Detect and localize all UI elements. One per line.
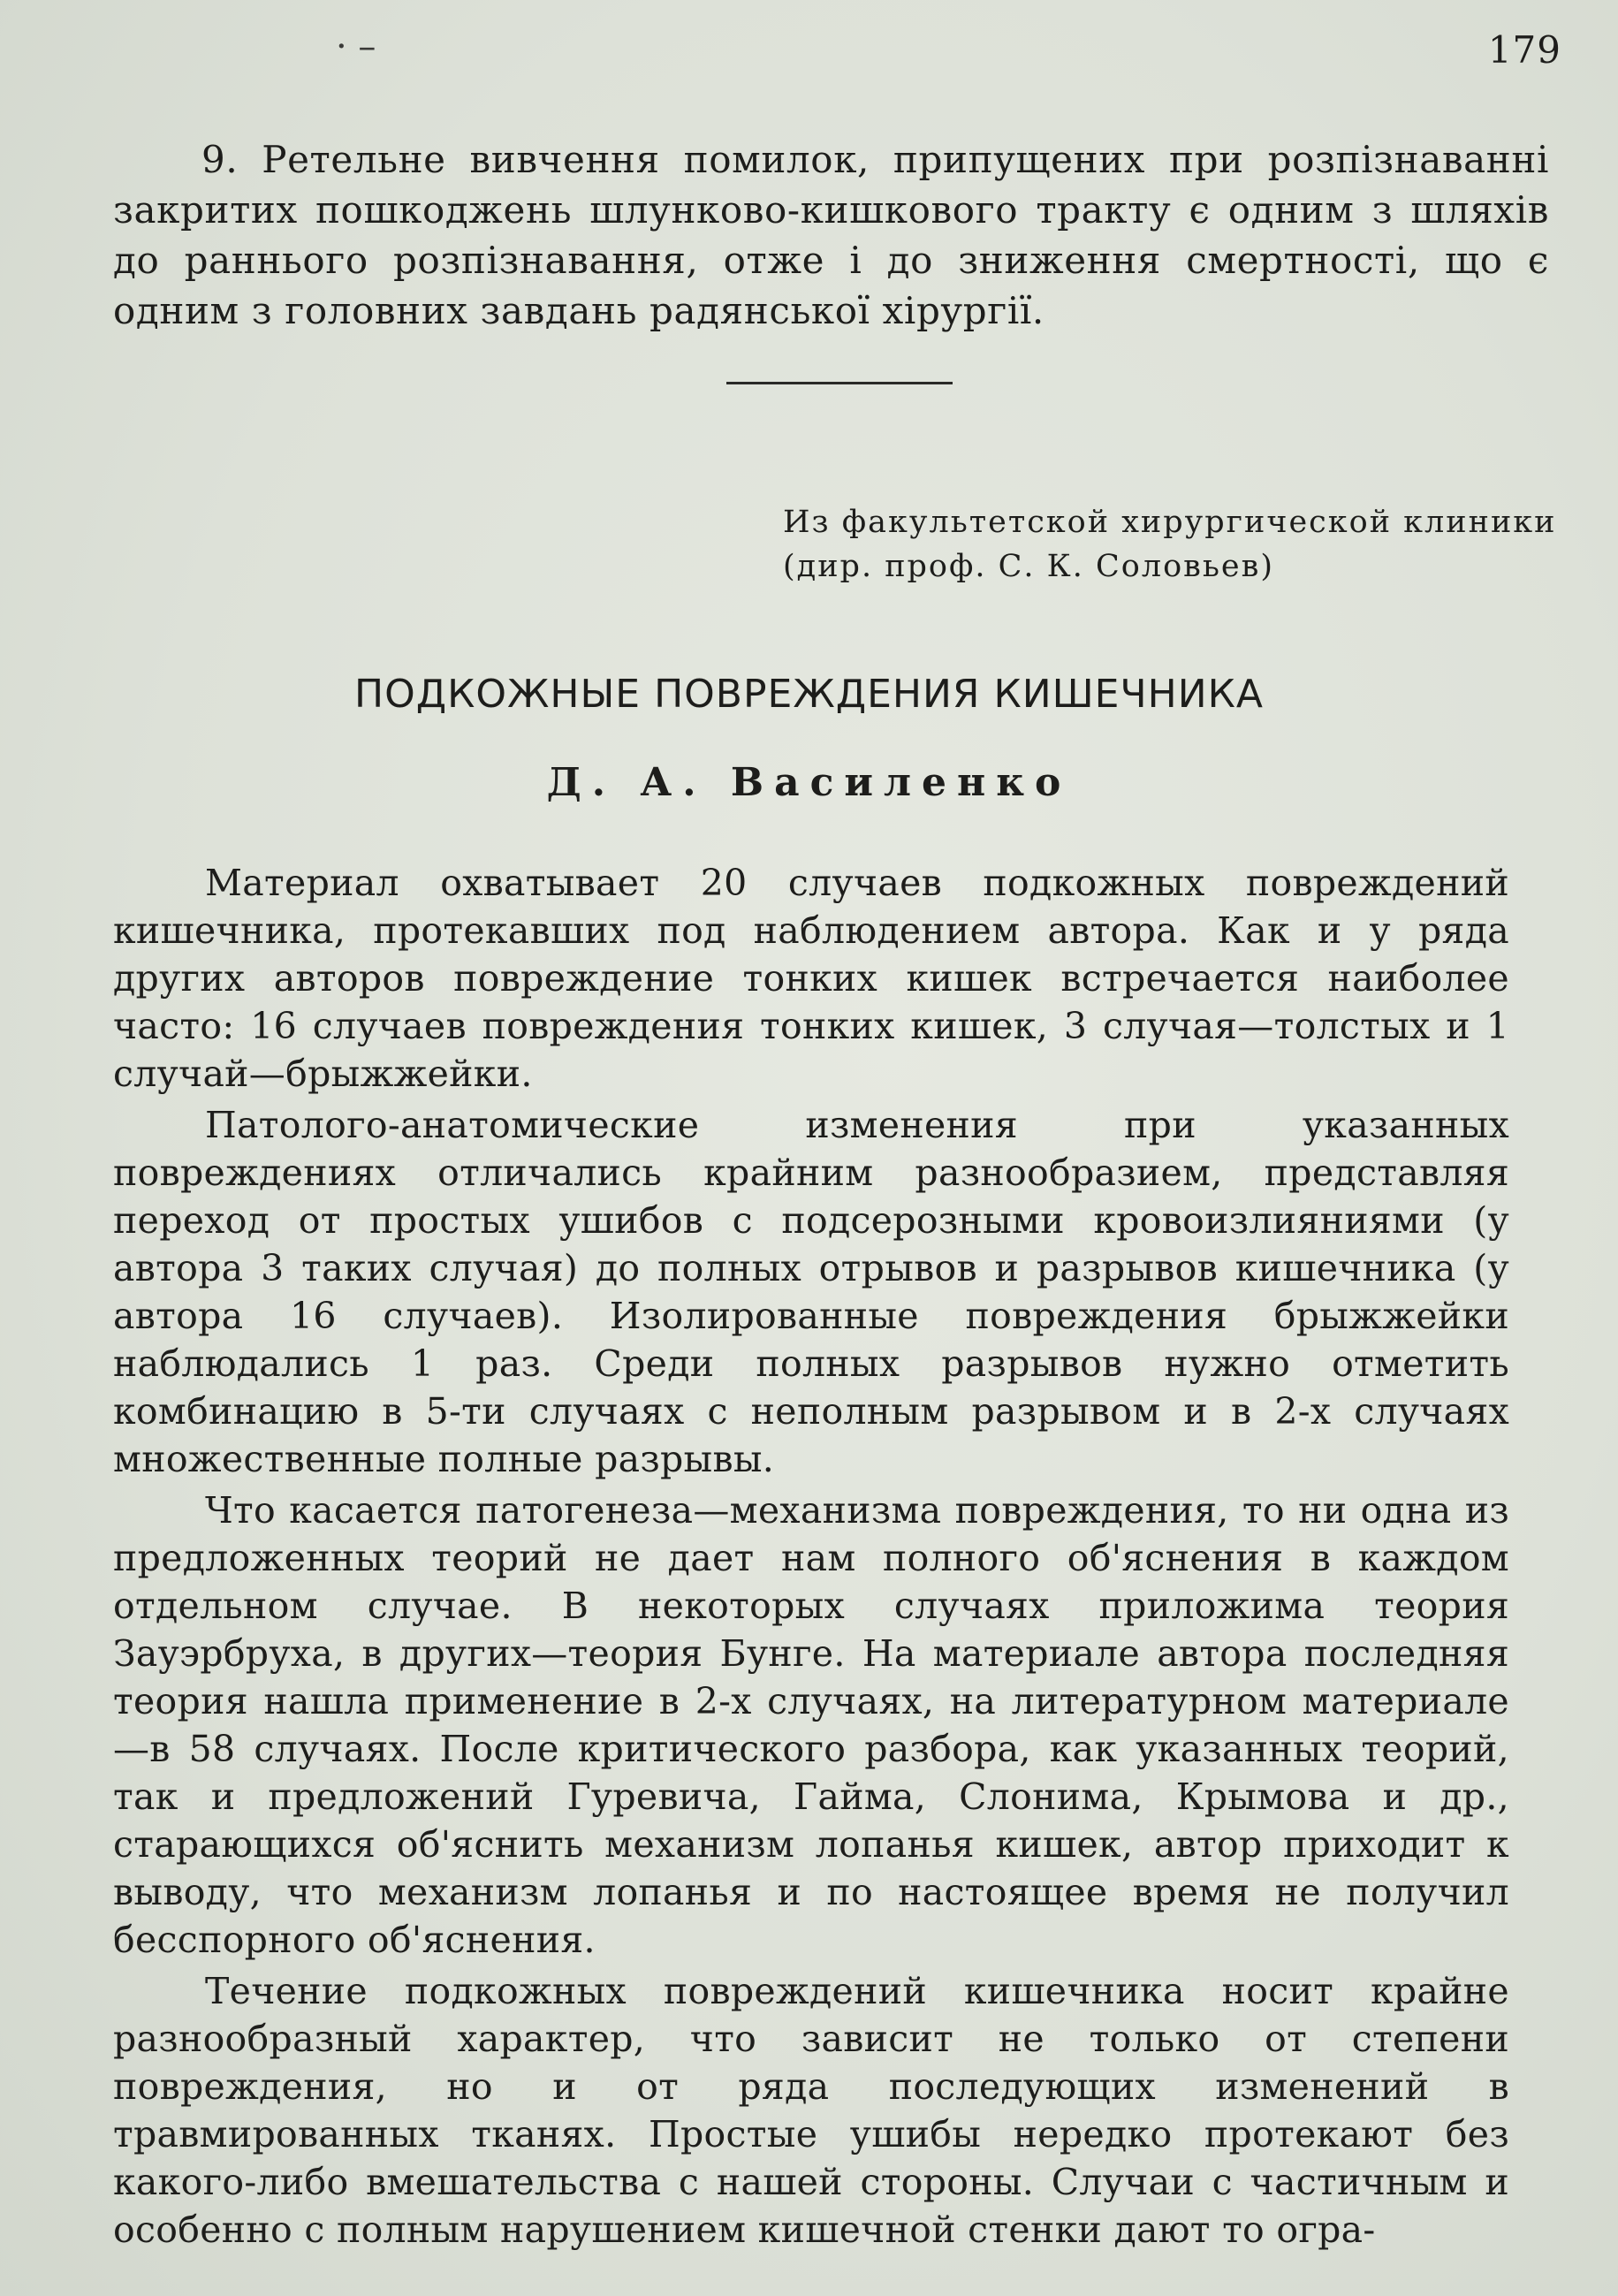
page-mark: · – [336,27,376,67]
page-number: 179 [1487,28,1561,72]
affiliation-line-1: Из факультетской хирургической клиники [783,505,1557,540]
article-body [113,859,1509,2257]
body-paragraph-3: Что касается патогенеза—механизма повреждения, то ни одна из предложенных теорий не дает нам полного об'яснения в каждом отдельном случае. В некоторых случаях приложима теория Зауэрбруха, в других—теория Бунге. На материале автора последняя теория нашла применение в 2-х случаях, на литературном материале—в 58 случаях. После критического разбора, как указанных теорий, так и предложений Гуревича, Гайма, Слонима, Крымова и др., старающихся об'яснить механизм лопанья кишек, автор приходит к выводу, что механизм лопанья и по настоящее время не получил бесспорного об'яснения. [113,1489,1509,1961]
section-divider [726,382,953,384]
body-paragraph-1: Материал охватывает 20 случаев подкожных повреждений кишечника, протекавших под наблюдением автора. Как и у ряда других авторов повреждение тонких кишек встречается наиболее часто: 16 случаев повреждения тонких кишек, 3 случая—толстых и 1 случай—брыжжейки. [113,862,1509,1095]
article-author: Д. А. Василенко [546,760,1072,805]
affiliation-line-2: (дир. проф. С. К. Соловьев) [783,549,1274,584]
affiliation [783,500,1556,589]
body-paragraph-2: Патолого-анатомические изменения при указанных повреждениях отличались крайним разнообразием, представляя переход от простых ушибов с подсерозными кровоизлияниями (у автора 3 таких случая) до полных отрывов и разрывов кишечника (у автора 16 случаев). Изолированные повреждения брыжжейки наблюдались 1 раз. Среди полных разрывов нужно отметить комбинацию в 5-ти случаях с неполным разрывом и в 2-х случаях множественные полные разрывы. [113,1104,1509,1480]
body-paragraph-4: Течение подкожных повреждений кишечника носит крайне разнообразный характер, что зависит не только от степени повреждения, но и от ряда последующих изменений в травмированных тканях. Простые ушибы нередко протекают без какого-либо вмешательства с нашей стороны. Случаи с частичным и особенно с полным нарушением кишечной стенки дают то огра- [113,1970,1509,2251]
article-title: ПОДКОЖНЫЕ ПОВРЕЖДЕНИЯ КИШЕЧНИКА [354,672,1264,717]
previous-article-conclusion: 9. Ретельне вивчення помилок, припущених при розпізнаванні закритих пошкоджень шлунково-кишкового тракту є одним з шляхів до раннього розпізнавання, отже і до зниження смертності, що є одним з головних завдань радянської хірургії. [113,138,1549,332]
